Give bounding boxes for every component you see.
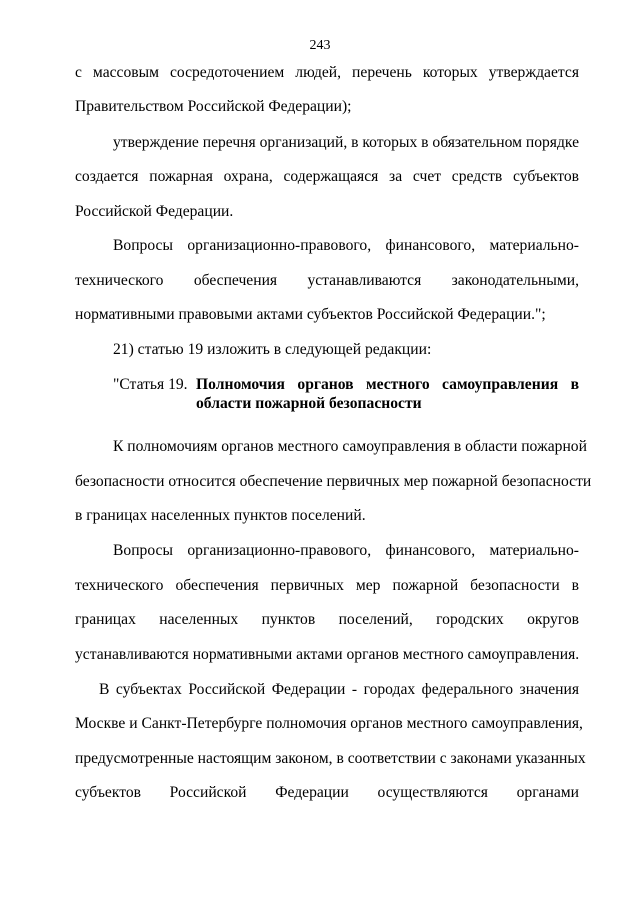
article-title-line: Полномочия органов местного самоуправления в (196, 376, 579, 393)
text-line: безопасности относится обеспечение первичных мер пожарной безопасности (75, 473, 592, 490)
text-line: границах населенных пунктов поселений, городских округов (75, 611, 579, 628)
text-line: нормативными правовыми актами субъектов Российской Федерации."; (75, 306, 546, 323)
text-line: субъектов Российской Федерации осуществляются органами (75, 784, 579, 801)
text-line: технического обеспечения устанавливаются законодательными, (75, 272, 579, 289)
article-title (196, 375, 579, 413)
text-line: 21) статью 19 изложить в следующей редакции: (113, 341, 432, 358)
article-number: "Статья 19. (113, 376, 188, 393)
text-line: предусмотренные настоящим законом, в соответствии с законами указанных (75, 750, 586, 767)
page-number: 243 (309, 38, 331, 53)
text-line: Вопросы организационно-правового, финансового, материально- (113, 237, 579, 254)
text-line: утверждение перечня организаций, в которых в обязательном порядке (113, 134, 579, 151)
text-line: Москве и Санкт-Петербурге полномочия органов местного самоуправления, (75, 715, 583, 732)
text-line: устанавливаются нормативными актами органов местного самоуправления. (75, 646, 580, 663)
text-line: В субъектах Российской Федерации - городах федерального значения (99, 681, 579, 698)
text-line: Российской Федерации. (75, 203, 234, 220)
text-line: в границах населенных пунктов поселений. (75, 507, 366, 524)
text-line: К полномочиям органов местного самоуправления в области пожарной (113, 438, 587, 455)
text-line: с массовым сосредоточением людей, перечень которых утверждается (75, 64, 579, 81)
text-line: Правительством Российской Федерации); (75, 98, 352, 115)
text-line: технического обеспечения первичных мер пожарной безопасности в (75, 577, 579, 594)
text-line: создается пожарная охрана, содержащаяся за счет средств субъектов (75, 168, 579, 185)
text-line: Вопросы организационно-правового, финансового, материально- (113, 542, 579, 559)
article-title-line: области пожарной безопасности (196, 395, 422, 412)
